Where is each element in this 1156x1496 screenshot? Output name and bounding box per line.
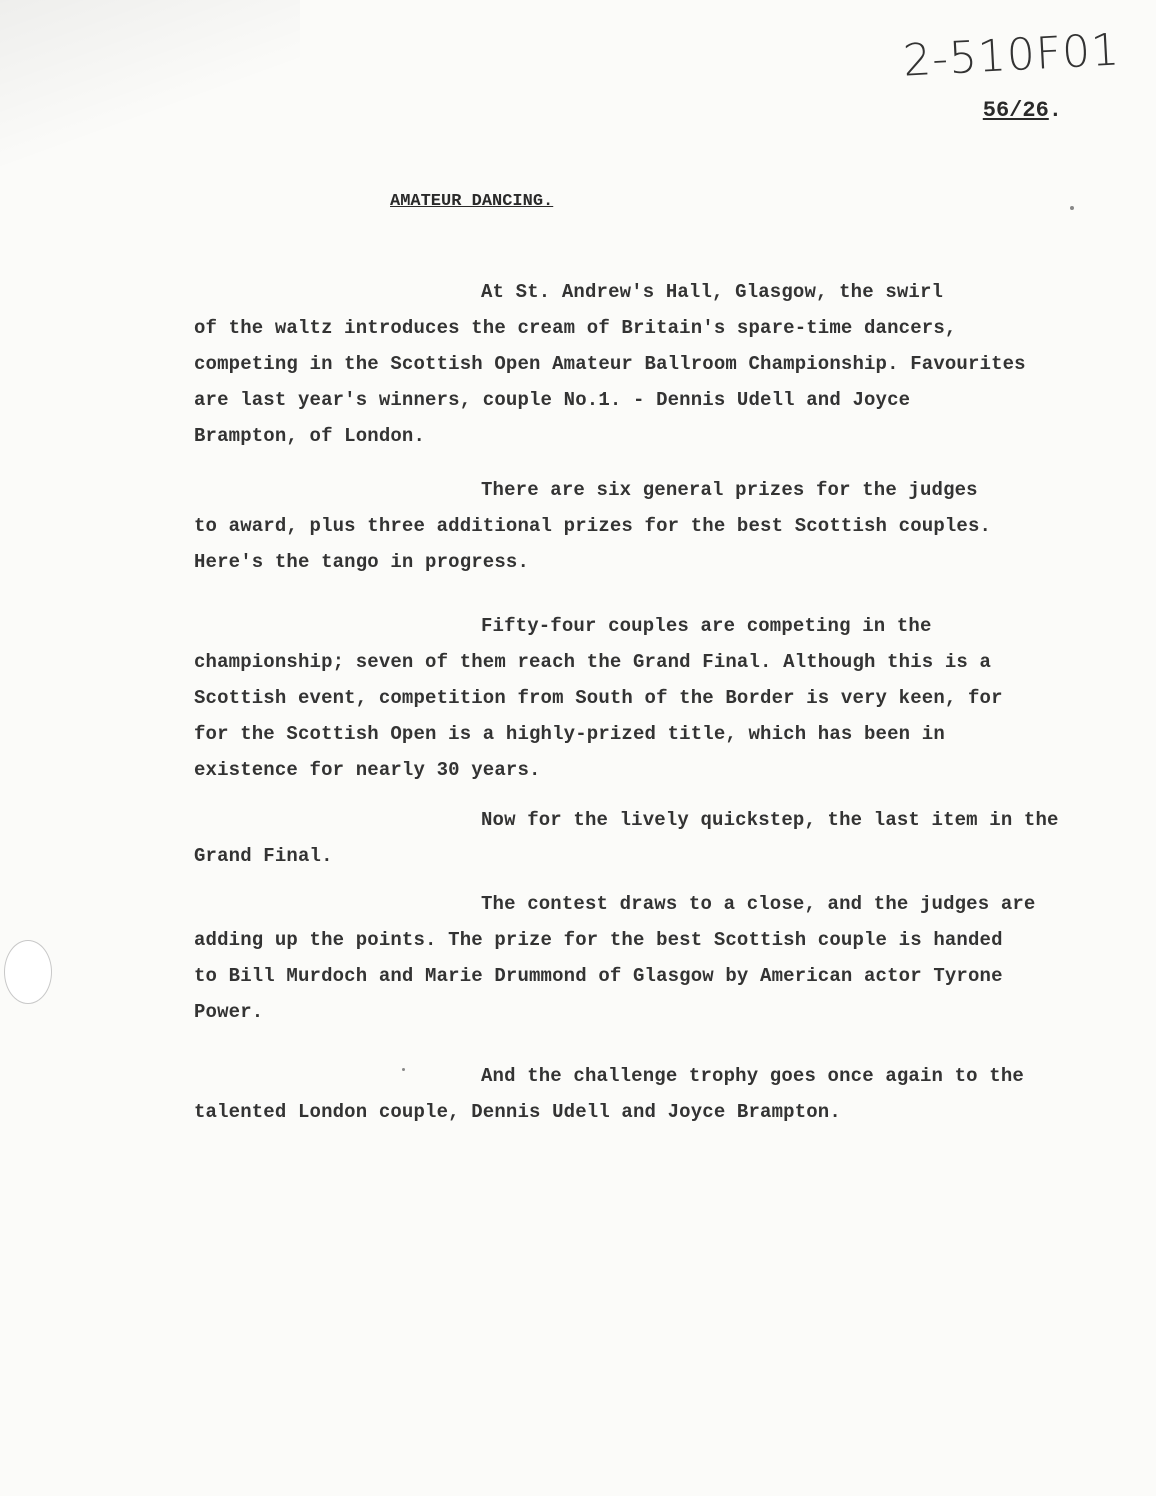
document-number [983, 98, 1062, 123]
document-number-suffix: . [1048, 98, 1062, 123]
handwritten-reference: 2-510F01 [901, 24, 1122, 87]
paragraph-first-line: There are six general prizes for the judges [481, 479, 978, 501]
paragraph-line: existence for nearly 30 years. [194, 759, 541, 781]
paragraph-line: of the waltz introduces the cream of Britain's spare-time dancers, [194, 317, 957, 339]
paragraph-first-line: The contest draws to a close, and the judges are [481, 893, 1036, 915]
paragraph-line: are last year's winners, couple No.1. - Dennis Udell and Joyce [194, 389, 911, 411]
paragraph-4 [194, 802, 1114, 874]
paragraph-6 [194, 1058, 1114, 1130]
paragraph-line: for the Scottish Open is a highly-prized title, which has been in [194, 723, 945, 745]
paragraph-first-line: And the challenge trophy goes once again to the [481, 1065, 1024, 1087]
paragraph-line: Scottish event, competition from South of the Border is very keen, for [194, 687, 1003, 709]
paragraph-2 [194, 472, 1114, 580]
document-number-value: 56/26 [982, 98, 1049, 123]
paper-speck [402, 1068, 405, 1071]
paragraph-first-line: Fifty-four couples are competing in the [481, 615, 932, 637]
paragraph-line: championship; seven of them reach the Grand Final. Although this is a [194, 651, 992, 673]
paragraph-line: competing in the Scottish Open Amateur Ballroom Championship. Favourites [194, 353, 1026, 375]
paragraph-line: Brampton, of London. [194, 425, 426, 447]
paper-crease [0, 0, 300, 180]
paper-speck [1070, 206, 1074, 210]
paragraph-line: Here's the tango in progress. [194, 551, 530, 573]
paragraph-5 [194, 886, 1114, 1030]
paragraph-first-line: Now for the lively quickstep, the last item in the [481, 809, 1059, 831]
paragraph-line: to award, plus three additional prizes for the best Scottish couples. [194, 515, 992, 537]
paragraph-3 [194, 608, 1114, 788]
paragraph-first-line: At St. Andrew's Hall, Glasgow, the swirl [481, 281, 944, 303]
paragraph-line: Grand Final. [194, 845, 333, 867]
paragraph-1 [194, 274, 1114, 454]
paragraph-line: adding up the points. The prize for the best Scottish couple is handed [194, 929, 1003, 951]
paragraph-line: to Bill Murdoch and Marie Drummond of Glasgow by American actor Tyrone [194, 965, 1003, 987]
paragraph-line: talented London couple, Dennis Udell and Joyce Brampton. [194, 1101, 841, 1123]
document-title: AMATEUR DANCING. [390, 192, 554, 211]
punch-hole [4, 940, 52, 1004]
paragraph-line: Power. [194, 1001, 264, 1023]
